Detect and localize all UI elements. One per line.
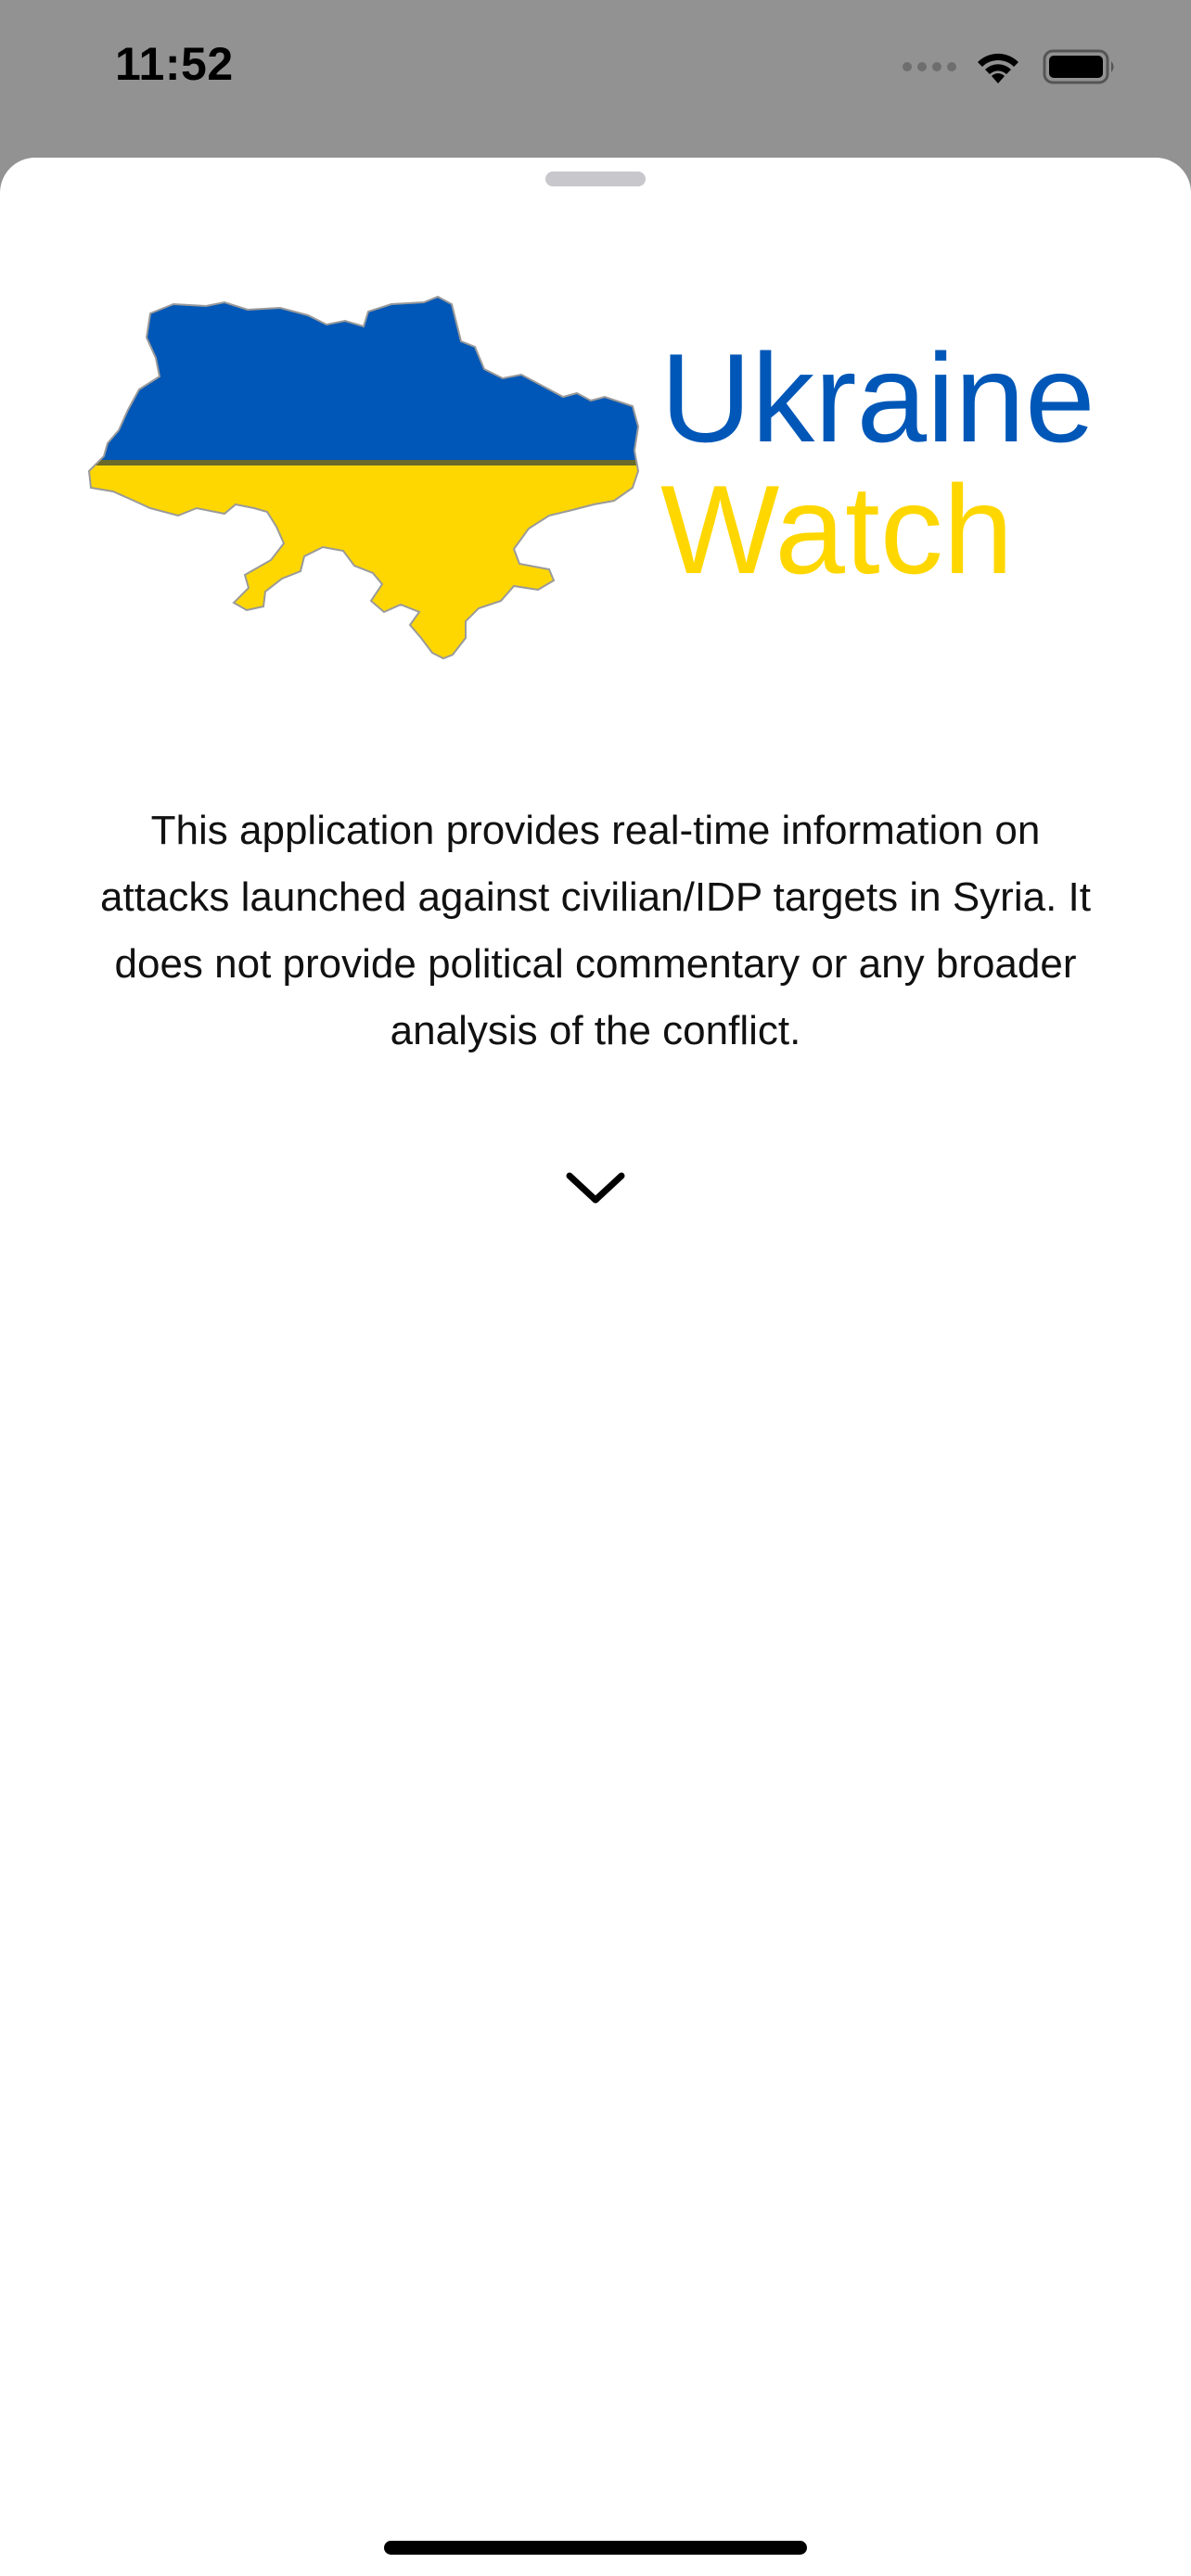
app-description: This application provides real-time information on attacks launched against civilian/IDP targets in Syria. It does not provide political commentary or any broader analysis of the conflict. [100, 808, 1091, 1053]
ukraine-map-flag-icon [85, 286, 642, 675]
sheet-grabber[interactable] [545, 172, 646, 186]
app-title [660, 327, 1124, 600]
chevron-down-icon[interactable] [564, 1167, 627, 1213]
status-icons [902, 46, 1117, 87]
title-watch: Watch [660, 459, 1014, 600]
welcome-sheet [0, 158, 1191, 2576]
signal-dots-icon [902, 61, 957, 72]
battery-icon [1043, 48, 1117, 85]
title-ukraine: Ukraine [660, 327, 1095, 468]
status-bar [0, 0, 1191, 158]
wifi-icon [974, 48, 1022, 85]
status-time: 11:52 [115, 38, 234, 90]
home-indicator[interactable] [384, 2541, 807, 2555]
